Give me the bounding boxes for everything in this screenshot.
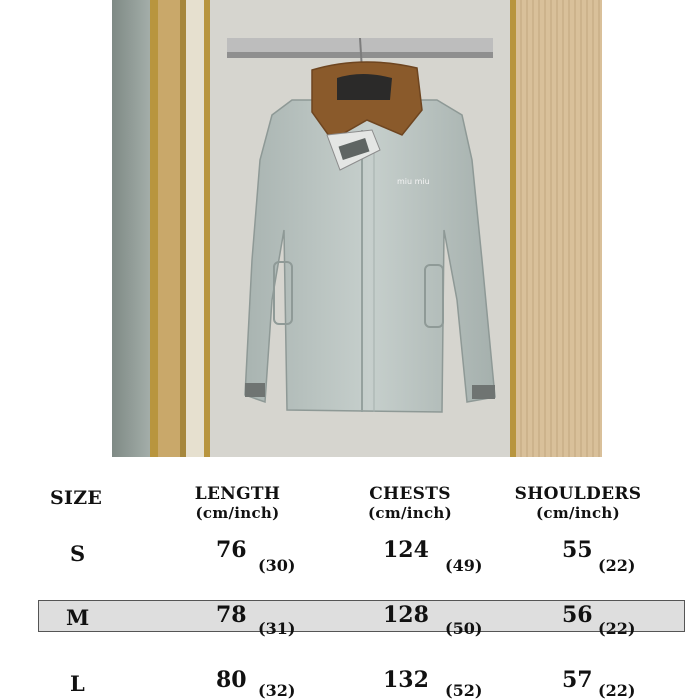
shoulder-cm: 57 (562, 667, 593, 693)
shoulder-cm: 56 (562, 602, 593, 628)
length-cm: 78 (216, 602, 247, 628)
size-m-label: M (66, 605, 90, 630)
size-s-label: S (70, 541, 86, 566)
product-photo (112, 0, 602, 457)
length-inch: (31) (258, 619, 296, 638)
shoulders-header: SHOULDERS (cm/inch) (514, 484, 642, 522)
size-l-label: L (70, 671, 85, 696)
chest-inch: (49) (445, 556, 483, 575)
chest-cm: 124 (383, 537, 429, 563)
chests-header: CHESTS (cm/inch) (367, 484, 453, 522)
size-header: SIZE (50, 487, 103, 509)
chest-inch: (50) (445, 619, 483, 638)
svg-text:miu miu: miu miu (397, 177, 430, 186)
length-inch: (32) (258, 681, 296, 700)
length-inch: (30) (258, 556, 296, 575)
chest-cm: 128 (383, 602, 429, 628)
shoulder-inch: (22) (598, 556, 636, 575)
chest-cm: 132 (383, 667, 429, 693)
shoulder-inch: (22) (598, 619, 636, 638)
size-chart (0, 457, 700, 700)
length-cm: 80 (216, 667, 247, 693)
length-header: LENGTH (cm/inch) (194, 484, 281, 522)
length-cm: 76 (216, 537, 247, 563)
shoulder-inch: (22) (598, 681, 636, 700)
shoulder-cm: 55 (562, 537, 593, 563)
chest-inch: (52) (445, 681, 483, 700)
jacket-illustration (112, 0, 602, 457)
